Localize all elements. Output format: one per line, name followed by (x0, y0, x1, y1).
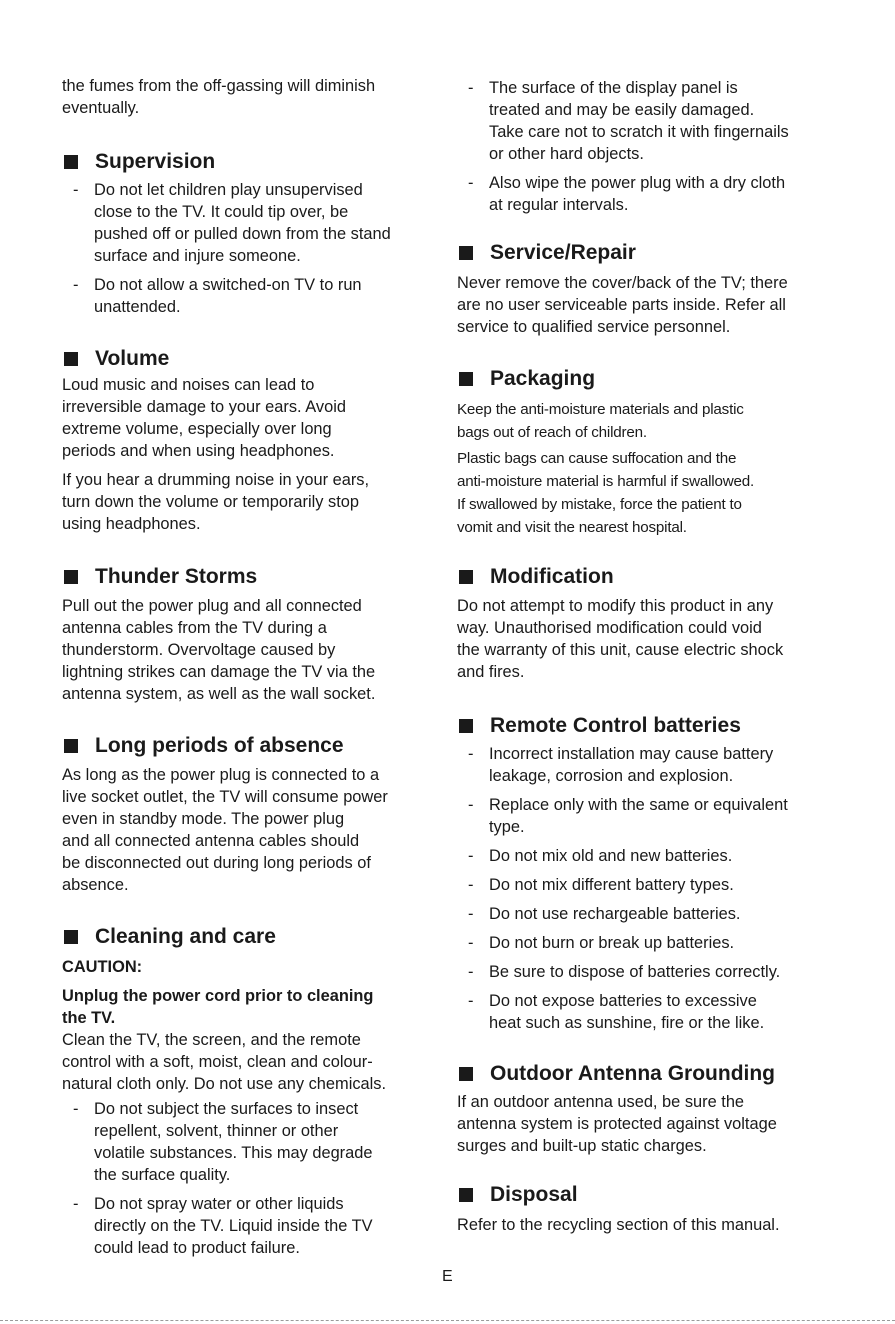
square-bullet-icon (459, 1067, 473, 1081)
square-bullet-icon (64, 930, 78, 944)
paragraph: If you hear a drumming noise in your ears, turn down the volume or temporarily stop using headphones. (62, 471, 370, 533)
square-bullet-icon (459, 246, 473, 260)
section-supervision (62, 149, 440, 318)
square-bullet-icon (459, 372, 473, 386)
dash-bullet-icon: - (468, 847, 474, 865)
section-remote-batteries (457, 713, 837, 1034)
dash-bullet-icon: - (468, 745, 474, 763)
list-item: - Do not allow a switched-on TV to run unattended. (73, 276, 362, 316)
section-heading: Packaging (457, 366, 837, 392)
dash-bullet-icon: - (468, 174, 474, 192)
list-item: - The surface of the display panel is treated and may be easily damaged. Take care not to scratch it with fingernails or other hard objects. (468, 79, 789, 163)
square-bullet-icon (459, 570, 473, 584)
paragraph: Plastic bags can cause suffocation and the anti-moisture material is harmful if swallowed. If swallowed by mistake, force the patient to vomit and visit the nearest hospital. (457, 450, 754, 536)
section-heading: Thunder Storms (62, 564, 440, 590)
paragraph: As long as the power plug is connected to a live socket outlet, the TV will consume power even in standby mode. The power plug and all connected antenna cables should be disconnected out during long periods of absence. (62, 766, 388, 894)
section-heading: Cleaning and care (62, 924, 440, 950)
dash-bullet-icon: - (468, 796, 474, 814)
list-item: - Do not use rechargeable batteries. (468, 905, 741, 923)
section-heading: Supervision (62, 149, 440, 175)
section-modification (457, 564, 837, 683)
intro-line: eventually. (62, 99, 140, 117)
dash-bullet-icon: - (468, 934, 474, 952)
paragraph: Loud music and noises can lead to irreversible damage to your ears. Avoid extreme volume, especially over long periods and when using headphones. (62, 376, 346, 460)
paragraph: Never remove the cover/back of the TV; there are no user serviceable parts inside. Refer all service to qualified service personnel. (457, 274, 788, 336)
list-item: - Do not let children play unsupervised close to the TV. It could tip over, be pushed off or pulled down from the stand surface and injure someone. (73, 181, 391, 265)
section-heading: Volume (62, 346, 440, 372)
section-packaging (457, 366, 837, 539)
page-label: E (442, 1268, 453, 1285)
section-heading: Disposal (457, 1182, 837, 1208)
square-bullet-icon (459, 719, 473, 733)
section-outdoor-antenna (457, 1061, 837, 1157)
list-item: - Do not expose batteries to excessive heat such as sunshine, fire or the like. (468, 992, 765, 1032)
section-volume (62, 346, 440, 535)
list-item: - Do not spray water or other liquids directly on the TV. Liquid inside the TV could lead to product failure. (73, 1195, 373, 1257)
section-long-absence (62, 733, 440, 896)
paragraph: Refer to the recycling section of this manual. (457, 1216, 780, 1234)
list-item: - Incorrect installation may cause battery leakage, corrosion and explosion. (468, 745, 774, 785)
section-heading: Long periods of absence (62, 733, 440, 759)
paragraph: Do not attempt to modify this product in any way. Unauthorised modification could void the warranty of this unit, cause electric shock and fires. (457, 597, 784, 681)
section-heading: Modification (457, 564, 837, 590)
dash-bullet-icon: - (73, 276, 79, 294)
square-bullet-icon (64, 739, 78, 753)
dash-bullet-icon: - (468, 905, 474, 923)
section-heading: Remote Control batteries (457, 713, 837, 739)
list-item: - Do not mix old and new batteries. (468, 847, 733, 865)
paragraph: If an outdoor antenna used, be sure the antenna system is protected against voltage surges and built-up static charges. (457, 1093, 777, 1155)
list-item: - Do not mix different battery types. (468, 876, 734, 894)
dash-bullet-icon: - (73, 181, 79, 199)
cleaning-continued (457, 77, 837, 216)
intro-paragraph (62, 75, 440, 119)
dash-bullet-icon: - (468, 992, 474, 1010)
section-heading: Outdoor Antenna Grounding (457, 1061, 837, 1087)
section-thunder-storms (62, 564, 440, 705)
section-service-repair (457, 240, 837, 338)
square-bullet-icon (64, 352, 78, 366)
list-item: - Also wipe the power plug with a dry cloth at regular intervals. (468, 174, 786, 214)
section-heading: Service/Repair (457, 240, 837, 266)
list-item: - Do not subject the surfaces to insect repellent, solvent, thinner or other volatile substances. This may degrade the surface quality. (73, 1100, 373, 1184)
dash-bullet-icon: - (468, 876, 474, 894)
intro-line: the fumes from the off-gassing will diminish (62, 77, 376, 95)
footer-divider (0, 1320, 895, 1321)
section-cleaning (62, 924, 440, 1259)
paragraph: Keep the anti-moisture materials and plastic bags out of reach of children. (457, 401, 744, 441)
square-bullet-icon (64, 570, 78, 584)
list-item: - Be sure to dispose of batteries correctly. (468, 963, 781, 981)
dash-bullet-icon: - (468, 963, 474, 981)
square-bullet-icon (459, 1188, 473, 1202)
list-item: - Do not burn or break up batteries. (468, 934, 735, 952)
list-item: - Replace only with the same or equivalent type. (468, 796, 788, 836)
paragraph: Pull out the power plug and all connected antenna cables from the TV during a thunderstorm. Overvoltage caused by lightning strikes can damage the TV via the antenna system, as well as the wall socket. (62, 597, 376, 703)
dash-bullet-icon: - (468, 79, 474, 97)
section-disposal (457, 1182, 837, 1236)
paragraph: Clean the TV, the screen, and the remote control with a soft, moist, clean and colour- natural cloth only. Do not use any chemicals. (62, 1031, 387, 1093)
caution-label: CAUTION: (62, 958, 143, 976)
square-bullet-icon (64, 155, 78, 169)
dash-bullet-icon: - (73, 1195, 79, 1213)
caution-text: Unplug the power cord prior to cleaning the TV. (62, 987, 374, 1027)
dash-bullet-icon: - (73, 1100, 79, 1118)
